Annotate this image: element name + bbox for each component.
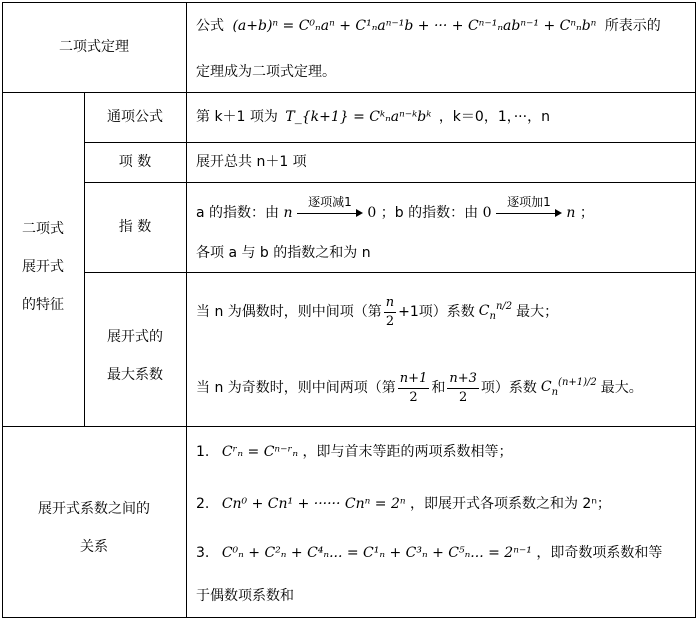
label-binomial-theorem: 二项式定理: [59, 39, 129, 55]
item1-text: ，即与首末等距的两项系数相等；: [302, 444, 513, 460]
rule: [2, 617, 696, 618]
item1-number: 1.: [196, 444, 210, 460]
general-term-formula: T_{k+1} = Cᵏₙaⁿ⁻ᵏbᵏ: [285, 109, 432, 125]
item2-number: 2.: [196, 496, 210, 512]
relation-item-3-line2: 于偶数项系数和: [196, 588, 294, 604]
label-coef-relations: [3, 490, 185, 566]
rule: [84, 182, 696, 183]
label-max-coef-line2: 最大系数: [107, 367, 163, 383]
item1-formula: Cʳₙ = Cⁿ⁻ʳₙ: [221, 444, 298, 460]
relation-item-1: [196, 442, 692, 462]
label-coef-relations-line2: 关系: [80, 539, 108, 555]
binomial-theorem-line2: 定理成为二项式定理。: [196, 64, 336, 80]
even-mid: +1项）系数: [398, 304, 475, 320]
b-exp-to: n: [566, 205, 576, 221]
arrow-increase-label: 逐项加1: [507, 195, 551, 209]
rule: [2, 2, 696, 3]
odd-and: 和: [431, 380, 446, 396]
even-coef-symbol: $C_n^{n/2}$: [478, 301, 513, 322]
general-term-suffix: ，k＝0，1，···，n: [438, 109, 550, 125]
binomial-theorem-line1: [196, 16, 692, 36]
rule: [186, 2, 187, 618]
exponent-line2: 各项 a 与 b 的指数之和为 n: [196, 245, 371, 261]
term-count-text: 展开总共 n＋1 项: [196, 154, 307, 170]
exponent-part2: ；b 的指数：由: [380, 205, 479, 221]
exponent-part1: a 的指数：由: [196, 205, 280, 221]
label-coef-relations-line1: 展开式系数之间的: [38, 501, 150, 517]
odd-fraction-1: $\frac{n+1}{2}$: [399, 370, 428, 405]
even-fraction: $\frac{n}{2}$: [385, 294, 395, 329]
odd-mid: 项）系数: [480, 380, 537, 396]
label-max-coef-line1: 展开式的: [107, 329, 163, 345]
relation-item-2: [196, 494, 692, 514]
max-coef-odd: [196, 366, 692, 410]
label-general-term: 通项公式: [107, 109, 163, 125]
arrow-decrease-icon: [297, 195, 363, 220]
rule: [84, 142, 696, 143]
label-max-coef: [85, 318, 185, 394]
exponent-part3: ；: [579, 205, 594, 221]
binomial-formula: (a+b)ⁿ = C⁰ₙaⁿ + C¹ₙaⁿ⁻¹b + ··· + Cⁿ⁻¹ₙabⁿ⁻¹ + Cⁿₙbⁿ: [232, 18, 597, 34]
item3-text: ，即奇数项系数和等: [536, 545, 663, 561]
item3-formula: C⁰ₙ + C²ₙ + C⁴ₙ... = C¹ₙ + C³ₙ + C⁵ₙ... = 2ⁿ⁻¹: [221, 545, 532, 561]
even-suffix: 最大；: [516, 304, 559, 320]
general-term-prefix: 第 k＋1 项为: [196, 109, 278, 125]
rule: [2, 426, 696, 427]
item2-text: ，即展开式各项系数之和为 2ⁿ；: [409, 496, 611, 512]
max-coef-even: [196, 290, 692, 334]
label-features: [3, 210, 83, 324]
formula-prefix: 公式: [196, 18, 224, 34]
item3-number: 3.: [196, 545, 210, 561]
arrow-increase-icon: [496, 195, 562, 220]
rule: [84, 272, 696, 273]
odd-suffix: 最大。: [600, 380, 643, 396]
a-exp-to: 0: [367, 205, 377, 221]
label-features-line3: 的特征: [22, 297, 64, 313]
odd-fraction-2: $\frac{n+3}{2}$: [449, 370, 477, 405]
item2-formula: Cn⁰ + Cn¹ + ······ Cnⁿ = 2ⁿ: [221, 496, 406, 512]
even-prefix: 当 n 为偶数时，则中间项（第: [196, 304, 382, 320]
label-features-line1: 二项式: [22, 221, 64, 237]
b-exp-from: 0: [482, 205, 492, 221]
exponent-line1: [196, 195, 692, 223]
formula-suffix: 所表示的: [604, 18, 661, 34]
label-exponent: 指 数: [118, 219, 152, 235]
arrow-decrease-label: 逐项减1: [308, 195, 352, 209]
rule: [695, 2, 696, 618]
odd-coef-symbol: $C_n^{(n+1)/2}$: [540, 377, 597, 398]
a-exp-from: n: [283, 205, 293, 221]
rule: [2, 92, 696, 93]
general-term-content: [196, 107, 692, 127]
odd-prefix: 当 n 为奇数时，则中间两项（第: [196, 380, 396, 396]
label-features-line2: 展开式: [22, 259, 64, 275]
relation-item-3: [196, 543, 692, 563]
label-term-count: 项 数: [118, 154, 152, 170]
